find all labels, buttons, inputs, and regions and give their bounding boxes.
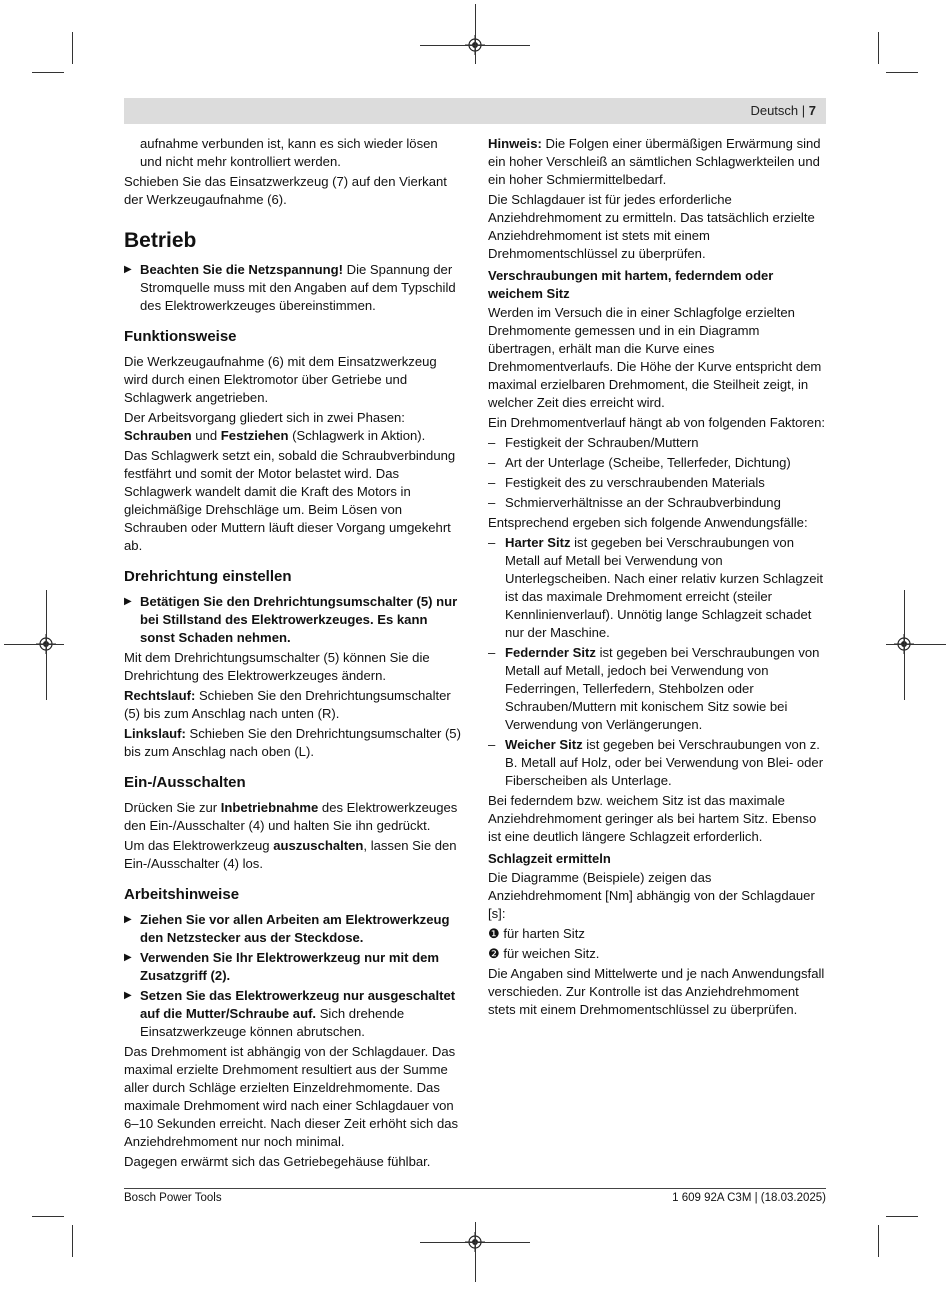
footer-doc-id: 1 609 92A C3M | (18.03.2025) (672, 1192, 826, 1204)
linkslauf-text: Schieben Sie den Drehrichtungsumschalter (5) bis zum Anschlag nach oben (L). (124, 726, 461, 759)
factor-text: Festigkeit der Schrauben/Muttern (505, 435, 699, 450)
ausschalten-text-a: Um das Elektrowerkzeug (124, 838, 274, 853)
case-federnder-sitz-text: ist gegeben bei Verschraubungen von Metall auf Metall, jedoch bei Verwendung von Federringen, Tellerfedern, Stehbolzen oder Schrauben/Muttern mit konischem Sitz sowie bei Verwendung von Verlängerungen. (505, 645, 820, 732)
section-title-ein-ausschalten: Ein-/Ausschalten (124, 774, 246, 791)
list-item: – Festigkeit des zu verschraubenden Materials (488, 475, 765, 490)
left-column (124, 135, 462, 1173)
section-title-schlagzeit: Schlagzeit ermitteln (488, 851, 611, 866)
schlagzeit-item-2: ❷ für weichen Sitz. (488, 946, 600, 961)
arbeit-warning-2 (124, 949, 462, 985)
verschraubungen-paragraph-1: Werden im Versuch die in einer Schlagfolge erzielten Drehmomente gemessen und in ein Diagramm übertragen, erhält man die Kurve eines Drehmomentverlaufs. Die Höhe der Kurve entspricht dem maximal erzielbaren Drehmoment, die Steilheit zeigt, in welcher Zeit dies erreicht wird. (488, 305, 822, 410)
footer-divider (124, 1188, 826, 1189)
arbeit-warning-3-text: Sich drehende Einsatzwerkzeuge können abrutschen. (140, 1006, 405, 1039)
crop-mark-top-left-v (72, 32, 73, 64)
crop-mark-bottom-right-h (886, 1216, 918, 1217)
arbeit-warning-1-text: Ziehen Sie vor allen Arbeiten am Elektrowerkzeug den Netzstecker aus der Steckdose. (140, 912, 450, 945)
factor-text: Schmierverhältnisse an der Schraubverbindung (505, 495, 781, 510)
factor-list (488, 434, 826, 512)
betrieb-warning (124, 261, 462, 315)
cases-intro: Entsprechend ergeben sich folgende Anwendungsfälle: (488, 515, 808, 530)
betrieb-warning-bold: Beachten Sie die Netzspannung! (140, 262, 343, 277)
triangle-bullet-icon: ▶ (124, 596, 132, 607)
crop-mark-top-right-h (886, 72, 918, 73)
triangle-bullet-icon: ▶ (124, 914, 132, 925)
hinweis-label: Hinweis: (488, 136, 542, 151)
factor-text: Art der Unterlage (Scheibe, Tellerfeder, Dichtung) (505, 455, 791, 470)
ausschalten-bold: auszuschalten (273, 838, 364, 853)
drehrichtung-paragraph: Mit dem Drehrichtungsumschalter (5) können Sie die Drehrichtung des Elektrowerkzeuges ändern. (124, 650, 430, 683)
list-item: – Schmierverhältnisse an der Schraubverbindung (488, 495, 781, 510)
registration-line-top-v (475, 4, 476, 64)
schlagzeit-item-1: ❶ für harten Sitz (488, 926, 585, 941)
linkslauf-label: Linkslauf: (124, 726, 186, 741)
funktion-paragraph-2 (124, 409, 462, 445)
drehrichtung-warning-text: Betätigen Sie den Drehrichtungsumschalter (5) nur bei Stillstand des Elektrowerkzeuges. Es kann sonst Schaden nehmen. (140, 594, 458, 645)
page-header-bar (124, 98, 826, 124)
schlagzeit-paragraph-1: Die Diagramme (Beispiele) zeigen das Anziehdrehmoment [Nm] abhängig von der Schlagdauer [s]: (488, 870, 815, 921)
crop-mark-bottom-right-v (878, 1225, 879, 1257)
factor-text: Festigkeit des zu verschraubenden Materials (505, 475, 765, 490)
arbeit-warning-2-text: Verwenden Sie Ihr Elektrowerkzeug nur mit dem Zusatzgriff (2). (140, 950, 440, 983)
intro-paragraph-2: Schieben Sie das Einsatzwerkzeug (7) auf den Vierkant der Werkzeugaufnahme (6). (124, 174, 447, 207)
funktion-paragraph-1: Die Werkzeugaufnahme (6) mit dem Einsatzwerkzeug wird durch einen Elektromotor über Getriebe und Schlagwerk angetrieben. (124, 354, 437, 405)
ausschalten-paragraph (124, 837, 462, 873)
right-column (488, 135, 826, 1021)
crop-mark-bottom-left-h (32, 1216, 64, 1217)
case-weicher-sitz: – Weicher Sitz ist gegeben bei Verschraubungen von z. B. Metall auf Holz, oder bei Verwendung von Blei- oder Fiberscheiben als Unterlage. (488, 737, 824, 788)
betrieb-warning-text: Die Spannung der Stromquelle muss mit den Angaben auf dem Typschild des Elektrowerkzeuges übereinstimmen. (140, 262, 456, 313)
registration-line-left-h (4, 644, 64, 645)
phase-festziehen: Festziehen (220, 428, 289, 443)
hinweis-text: Die Folgen einer übermäßigen Erwärmung sind ein hoher Verschleiß an sämtlichen Schlagwerkteilen und ein hoher Schmiermittelbedarf. (488, 136, 821, 187)
rechtslauf-label: Rechtslauf: (124, 688, 196, 703)
header-language: Deutsch (750, 103, 799, 118)
case-harter-sitz: – Harter Sitz ist gegeben bei Verschraubungen von Metall auf Metall bei Verwendung von Unterlegscheiben. Nach einer relativ kurzen Schlagzeit ist das maximale Drehmoment erreicht (steiler Kennlinienverlauf). Unnötig lange Schlagzeit schadet nur der Maschine. (488, 535, 824, 640)
case-harter-sitz-label: Harter Sitz (505, 535, 571, 550)
ausschalten-text-b: , lassen Sie den Ein-/Ausschalter (4) los. (124, 838, 457, 871)
rechtslauf-text: Schieben Sie den Drehrichtungsumschalter (5) bis zum Anschlag nach unten (R). (124, 688, 451, 721)
arbeit-warning-3 (124, 987, 462, 1041)
list-item: – Art der Unterlage (Scheibe, Tellerfeder, Dichtung) (488, 455, 791, 470)
registration-line-left-v (46, 590, 47, 700)
drehrichtung-warning (124, 593, 462, 647)
arbeit-paragraph-2: Dagegen erwärmt sich das Getriebegehäuse fühlbar. (124, 1154, 431, 1169)
verschraubungen-paragraph-2: Ein Drehmomentverlauf hängt ab von folgenden Faktoren: (488, 415, 826, 430)
page-number: 7 (808, 103, 816, 118)
einschalten-bold: Inbetriebnahme (220, 800, 319, 815)
schlagzeit-paragraph-2: Die Angaben sind Mittelwerte und je nach Anwendungsfall verschieden. Zur Kontrolle ist das Anziehdrehmoment stets mit einem Drehmomentschlüssel zu überprüfen. (488, 966, 825, 1017)
registration-line-right-h (886, 644, 946, 645)
arbeit-warning-1 (124, 911, 462, 947)
verschraubungen-paragraph-3: Bei federndem bzw. weichem Sitz ist das maximale Anziehdrehmoment geringer als bei hartem Sitz. Ebenso ist eine deutlich längere Schlagzeit erforderlich. (488, 793, 817, 844)
einschalten-text-a: Drücken Sie zur (124, 800, 221, 815)
phase-connector: und (191, 428, 221, 443)
triangle-bullet-icon: ▶ (124, 990, 132, 1001)
rechtslauf-paragraph (124, 687, 462, 723)
einschalten-paragraph (124, 799, 462, 835)
section-title-funktionsweise: Funktionsweise (124, 328, 237, 345)
funktion-phases-intro: Der Arbeitsvorgang gliedert sich in zwei Phasen: (124, 410, 405, 425)
crop-mark-top-right-v (878, 32, 879, 64)
phase-schrauben: Schrauben (124, 428, 192, 443)
case-weicher-sitz-label: Weicher Sitz (505, 737, 583, 752)
list-item: – Festigkeit der Schrauben/Muttern (488, 435, 699, 450)
case-federnder-sitz: – Federnder Sitz ist gegeben bei Verschraubungen von Metall auf Metall, jedoch bei Verwendung von Federringen, Tellerfedern, Stehbolzen oder Schrauben/Muttern mit konischem Sitz sowie bei Verwendung von Verlängerungen. (488, 645, 820, 732)
case-federnder-sitz-label: Federnder Sitz (505, 645, 596, 660)
section-title-arbeitshinweise: Arbeitshinweise (124, 886, 240, 903)
registration-line-right-v (904, 590, 905, 700)
phase-note: (Schlagwerk in Aktion). (288, 428, 426, 443)
linkslauf-paragraph (124, 725, 462, 761)
triangle-bullet-icon: ▶ (124, 264, 132, 275)
arbeit-paragraph-1: Das Drehmoment ist abhängig von der Schlagdauer. Das maximal erzielte Drehmoment resultiert aus der Summe aller durch Schläge erzielten Einzeldrehmomente. Das maximale Drehmoment wird nach einer Schlagdauer von 6–10 Sekunden erreicht. Nach dieser Zeit erhöht sich das Anziehdrehmoment nur noch minimal. (124, 1044, 459, 1149)
footer-brand: Bosch Power Tools (124, 1192, 222, 1204)
section-title-verschraubungen: Verschraubungen mit hartem, federndem oder weichem Sitz (488, 268, 774, 301)
case-weicher-sitz-text: ist gegeben bei Verschraubungen von z. B. Metall auf Holz, oder bei Verwendung von Blei- oder Fiberscheiben als Unterlage. (505, 737, 824, 788)
schlagdauer-paragraph: Die Schlagdauer ist für jedes erforderliche Anziehdrehmoment zu ermitteln. Das tatsächlich erzielte Anziehdrehmoment ist stets mit einem Drehmomentschlüssel zu überprüfen. (488, 192, 815, 261)
funktion-paragraph-3: Das Schlagwerk setzt ein, sobald die Schraubverbindung festfährt und somit der Motor belastet wird. Das Schlagwerk wandelt damit die Kraft des Motors in gleichmäßige Drehschläge um. Beim Lösen von Schrauben oder Muttern läuft dieser Vorgang umgekehrt ab. (124, 448, 456, 553)
crop-mark-top-left-h (32, 72, 64, 73)
triangle-bullet-icon: ▶ (124, 952, 132, 963)
einschalten-text-b: des Elektrowerkzeuges den Ein-/Ausschalter (4) und halten Sie ihn gedrückt. (124, 800, 458, 833)
page-header: Deutsch | 7 (750, 103, 816, 118)
arbeit-warning-3-bold: Setzen Sie das Elektrowerkzeug nur ausgeschaltet auf die Mutter/Schraube auf. (140, 988, 456, 1021)
case-harter-sitz-text: ist gegeben bei Verschraubungen von Metall auf Metall bei Verwendung von Unterlegscheiben. Nach einer relativ kurzen Schlagzeit ist das maximale Drehmoment erreicht (steiler Kennlinienverlauf). Unnötig lange Schlagzeit schadet nur der Maschine. (505, 535, 824, 640)
registration-line-bottom-v (475, 1222, 476, 1282)
intro-paragraph-1: aufnahme verbunden ist, kann es sich wieder lösen und nicht mehr kontrolliert werden. (140, 136, 438, 169)
hinweis-paragraph (488, 135, 826, 189)
section-title-betrieb: Betrieb (124, 229, 197, 252)
section-title-drehrichtung: Drehrichtung einstellen (124, 568, 292, 585)
crop-mark-bottom-left-v (72, 1225, 73, 1257)
